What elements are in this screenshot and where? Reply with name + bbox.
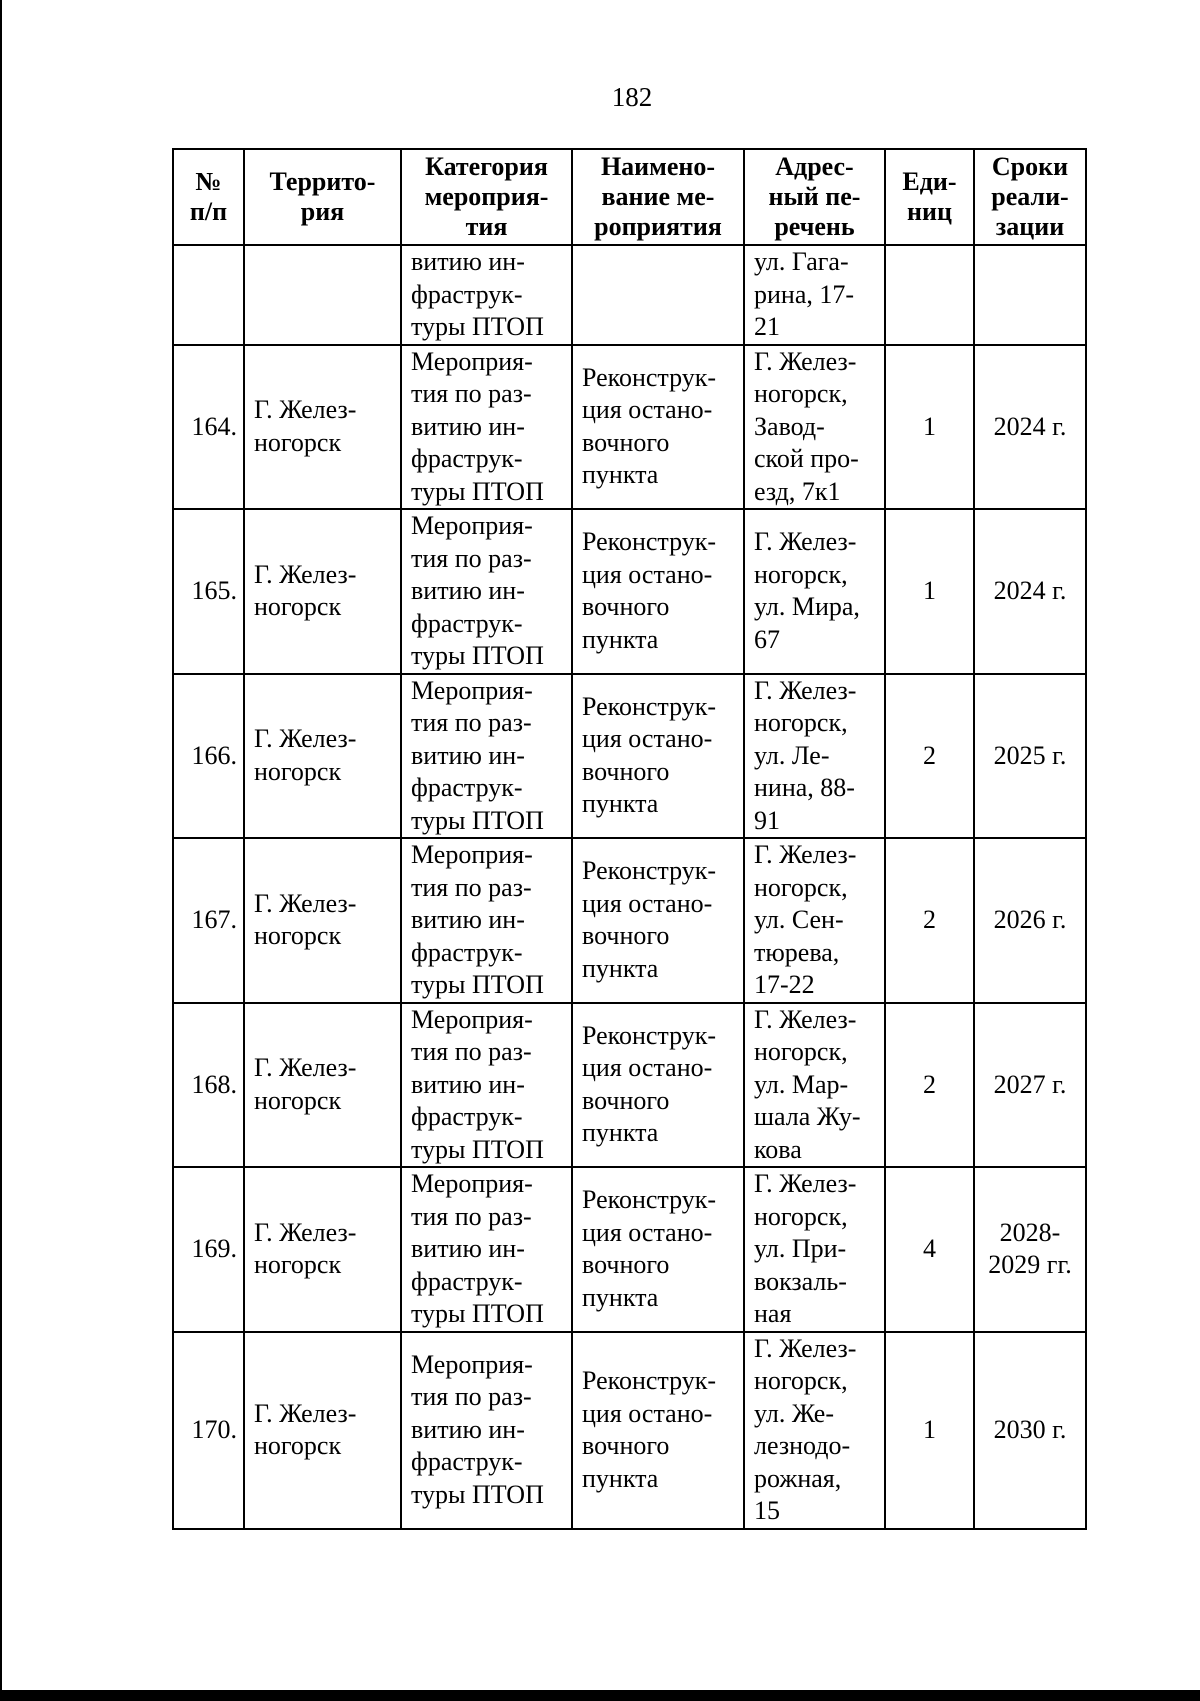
- cell-address: Г. Желез- ногорск, ул. Мар- шала Жу- кова: [744, 1003, 885, 1168]
- col-header-territory: Террито- рия: [244, 149, 401, 245]
- cell-units: 4: [885, 1167, 974, 1332]
- cell-term: 2024 г.: [974, 509, 1086, 674]
- cell-address: ул. Гага- рина, 17- 21: [744, 245, 885, 345]
- cell-territory: Г. Желез- ногорск: [244, 1003, 401, 1168]
- cell-territory: Г. Желез- ногорск: [244, 345, 401, 510]
- cell-category: Мероприя- тия по раз- витию ин- фраструк- туры ПТОП: [401, 509, 572, 674]
- cell-category: Мероприя- тия по раз- витию ин- фраструк- туры ПТОП: [401, 1167, 572, 1332]
- cell-number: 170.: [173, 1332, 244, 1529]
- cell-address: Г. Желез- ногорск, ул. Ле- нина, 88- 91: [744, 674, 885, 839]
- cell-name: Реконструк- ция остано- вочного пункта: [572, 674, 744, 839]
- cell-territory: Г. Желез- ногорск: [244, 1167, 401, 1332]
- table-row: [173, 1332, 1086, 1529]
- cell-name: Реконструк- ция остано- вочного пункта: [572, 509, 744, 674]
- cell-number: 169.: [173, 1167, 244, 1332]
- cell-address: Г. Желез- ногорск, Завод- ской про- езд, 7к1: [744, 345, 885, 510]
- cell-term: 2030 г.: [974, 1332, 1086, 1529]
- cell-address: Г. Желез- ногорск, ул. При- вокзаль- ная: [744, 1167, 885, 1332]
- cell-units: 1: [885, 1332, 974, 1529]
- scan-edge-left: [0, 0, 2, 1701]
- table-row: [173, 1003, 1086, 1168]
- cell-number: 168.: [173, 1003, 244, 1168]
- col-header-term: Сроки реали- зации: [974, 149, 1086, 245]
- cell-name: Реконструк- ция остано- вочного пункта: [572, 1003, 744, 1168]
- cell-name: Реконструк- ция остано- вочного пункта: [572, 1332, 744, 1529]
- cell-category: Мероприя- тия по раз- витию ин- фраструк- туры ПТОП: [401, 345, 572, 510]
- cell-term: [974, 245, 1086, 345]
- cell-name: Реконструк- ция остано- вочного пункта: [572, 345, 744, 510]
- cell-term: 2027 г.: [974, 1003, 1086, 1168]
- cell-territory: Г. Желез- ногорск: [244, 838, 401, 1003]
- cell-number: 166.: [173, 674, 244, 839]
- col-header-category: Категория мероприя- тия: [401, 149, 572, 245]
- cell-term: 2025 г.: [974, 674, 1086, 839]
- cell-territory: [244, 245, 401, 345]
- table-row: [173, 838, 1086, 1003]
- cell-address: Г. Желез- ногорск, ул. Сен- тюрева, 17-22: [744, 838, 885, 1003]
- cell-term: 2028- 2029 гг.: [974, 1167, 1086, 1332]
- cell-category: Мероприя- тия по раз- витию ин- фраструк- туры ПТОП: [401, 838, 572, 1003]
- cell-number: 165.: [173, 509, 244, 674]
- cell-name: [572, 245, 744, 345]
- cell-name: Реконструк- ция остано- вочного пункта: [572, 1167, 744, 1332]
- cell-territory: Г. Желез- ногорск: [244, 1332, 401, 1529]
- cell-units: 2: [885, 1003, 974, 1168]
- col-header-units: Еди- ниц: [885, 149, 974, 245]
- cell-number: [173, 245, 244, 345]
- cell-units: 2: [885, 674, 974, 839]
- col-header-number: № п/п: [173, 149, 244, 245]
- cell-category: Мероприя- тия по раз- витию ин- фраструк- туры ПТОП: [401, 1003, 572, 1168]
- cell-address: Г. Желез- ногорск, ул. Мира, 67: [744, 509, 885, 674]
- col-header-name: Наимено- вание ме- роприятия: [572, 149, 744, 245]
- table-header-row: [173, 149, 1086, 245]
- cell-name: Реконструк- ция остано- вочного пункта: [572, 838, 744, 1003]
- cell-category: Мероприя- тия по раз- витию ин- фраструк- туры ПТОП: [401, 674, 572, 839]
- table-row: [173, 1167, 1086, 1332]
- cell-term: 2026 г.: [974, 838, 1086, 1003]
- table-row: [173, 674, 1086, 839]
- cell-address: Г. Желез- ногорск, ул. Же- лезнодо- рожная, 15: [744, 1332, 885, 1529]
- col-header-address: Адрес- ный пе- речень: [744, 149, 885, 245]
- page-number: 182: [611, 82, 653, 112]
- cell-territory: Г. Желез- ногорск: [244, 674, 401, 839]
- measures-table: [172, 148, 1087, 1530]
- cell-number: 164.: [173, 345, 244, 510]
- cell-units: [885, 245, 974, 345]
- cell-number: 167.: [173, 838, 244, 1003]
- cell-category: витию ин- фраструк- туры ПТОП: [401, 245, 572, 345]
- cell-units: 1: [885, 509, 974, 674]
- cell-category: Мероприя- тия по раз- витию ин- фраструк- туры ПТОП: [401, 1332, 572, 1529]
- cell-term: 2024 г.: [974, 345, 1086, 510]
- table-row: [173, 509, 1086, 674]
- scan-edge-bottom: [0, 1690, 1200, 1701]
- cell-territory: Г. Желез- ногорск: [244, 509, 401, 674]
- cell-units: 2: [885, 838, 974, 1003]
- continuation-row: [173, 245, 1086, 345]
- table-row: [173, 345, 1086, 510]
- cell-units: 1: [885, 345, 974, 510]
